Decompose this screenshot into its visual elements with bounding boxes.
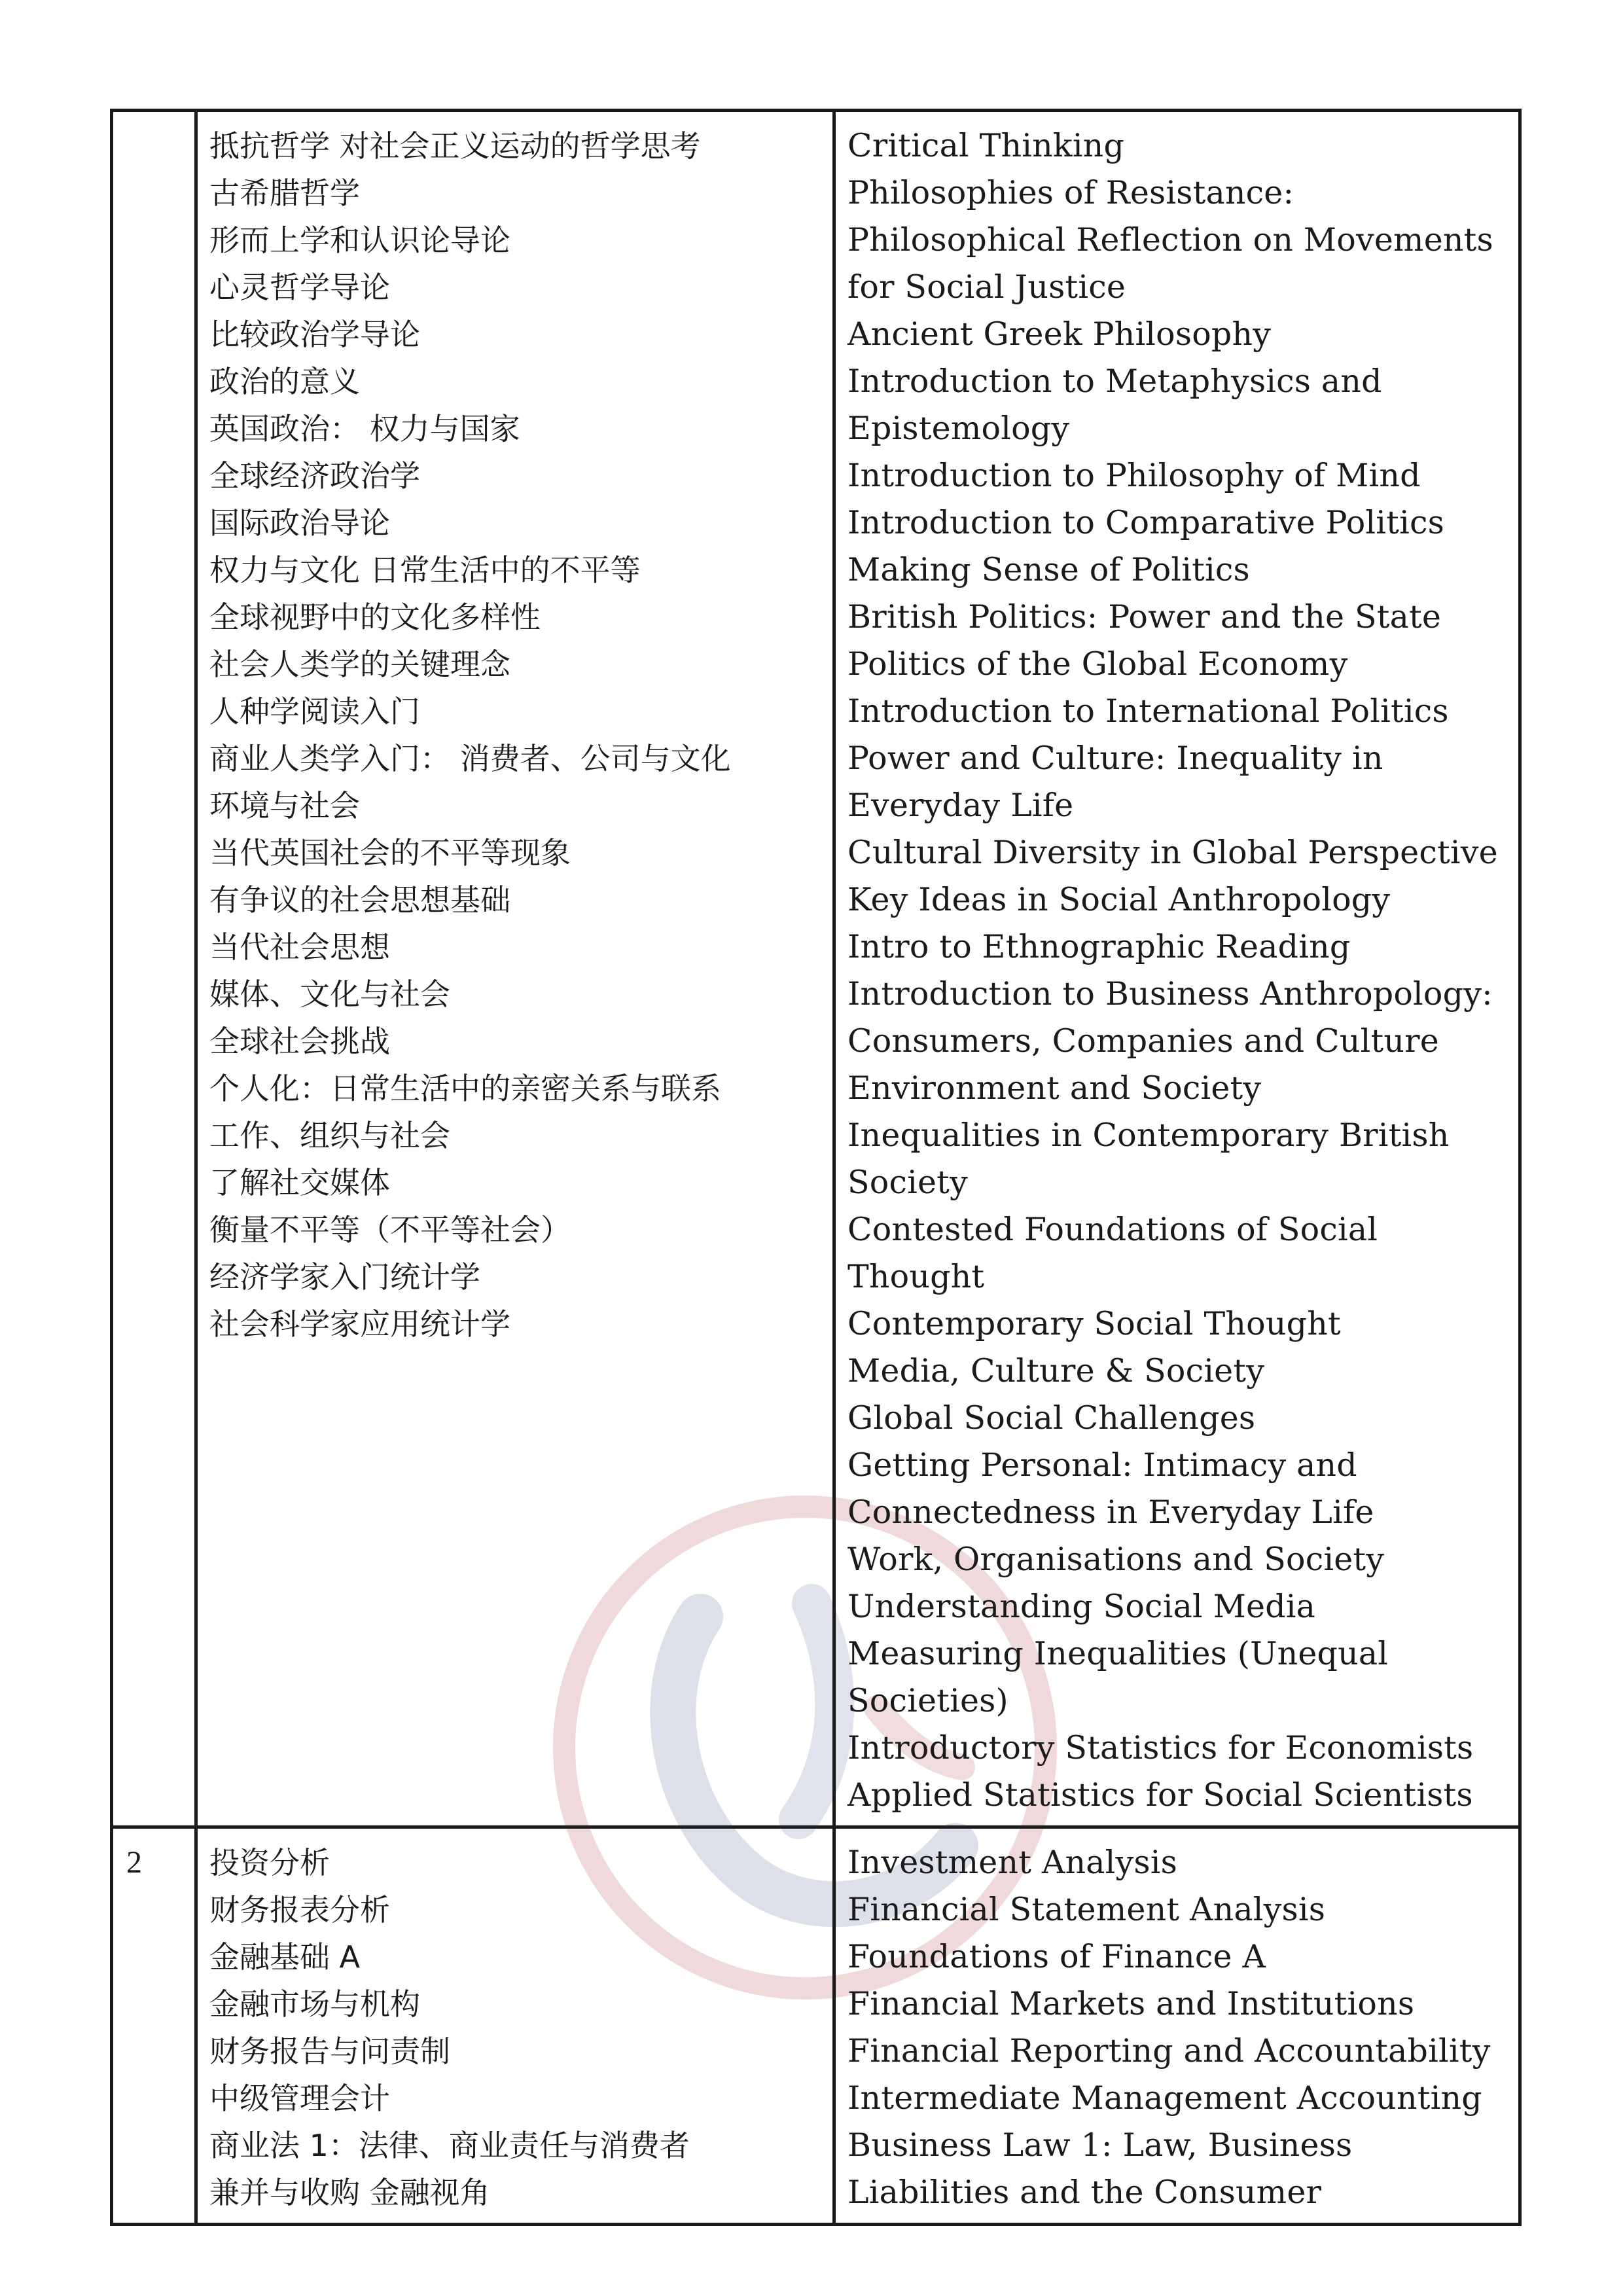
course-name-english: Applied Statistics for Social Scientists (847, 1776, 1473, 1814)
course-name-chinese: 社会科学家应用统计学 (209, 1306, 510, 1342)
course-name-english: Contested Foundations of Social Thought (847, 1211, 1378, 1295)
course-name-chinese: 英国政治： 权力与国家 (209, 411, 520, 446)
course-name-chinese: 工作、组织与社会 (209, 1118, 450, 1153)
course-name-chinese: 经济学家入门统计学 (209, 1259, 480, 1295)
course-name-chinese: 投资分析 (209, 1845, 330, 1880)
course-name-chinese: 衡量不平等（不平等社会） (209, 1212, 571, 1247)
course-name-chinese: 金融市场与机构 (209, 1986, 420, 2022)
course-name-english: Understanding Social Media (847, 1588, 1316, 1625)
course-name-english: Contemporary Social Thought (847, 1305, 1341, 1342)
english-course-list (834, 1827, 1520, 2225)
course-name-chinese: 权力与文化 日常生活中的不平等 (209, 552, 641, 588)
row-number: 2 (126, 1845, 142, 1880)
course-name-english: Key Ideas in Social Anthropology (847, 881, 1391, 918)
course-name-chinese: 全球视野中的文化多样性 (209, 600, 541, 635)
course-name-chinese: 兼并与收购 金融视角 (209, 2175, 490, 2210)
course-name-english: Getting Personal: Intimacy and Connectedness in Everyday Life (847, 1446, 1374, 1531)
course-name-english: Making Sense of Politics (847, 551, 1250, 588)
course-name-english: Intro to Ethnographic Reading (847, 928, 1351, 965)
table-row (112, 111, 1520, 1827)
course-name-english: Power and Culture: Inequality in Everyday Life (847, 740, 1383, 824)
course-name-english: Media, Culture & Society (847, 1352, 1265, 1390)
table-row (112, 1827, 1520, 2225)
course-name-chinese: 媒体、文化与社会 (209, 977, 450, 1012)
course-name-english: Environment and Society (847, 1069, 1262, 1107)
row-number-cell (112, 1827, 196, 2225)
course-name-chinese: 人种学阅读入门 (209, 694, 420, 729)
chinese-course-list (196, 111, 834, 1827)
course-name-english: Introduction to Comparative Politics (847, 504, 1444, 541)
course-name-chinese: 商业人类学入门： 消费者、公司与文化 (209, 741, 731, 776)
course-name-english: Introduction to International Politics (847, 692, 1449, 730)
course-name-english: Foundations of Finance A (847, 1938, 1266, 1975)
chinese-course-list (196, 1827, 834, 2225)
course-name-chinese: 个人化：日常生活中的亲密关系与联系 (209, 1071, 721, 1106)
course-name-english: Work, Organisations and Society (847, 1541, 1385, 1578)
course-name-chinese: 形而上学和认识论导论 (209, 223, 510, 258)
course-name-english: Financial Reporting and Accountability (847, 2032, 1491, 2070)
course-name-chinese: 有争议的社会思想基础 (209, 882, 510, 918)
course-name-english: Introduction to Metaphysics and Epistemology (847, 363, 1382, 447)
course-name-chinese: 财务报表分析 (209, 1892, 390, 1928)
course-name-english: Politics of the Global Economy (847, 645, 1348, 683)
course-name-chinese: 环境与社会 (209, 788, 360, 823)
course-name-english: Measuring Inequalities (Unequal Societies) (847, 1635, 1389, 1719)
course-name-english: British Politics: Power and the State (847, 598, 1442, 636)
course-name-english: Global Social Challenges (847, 1399, 1256, 1437)
course-name-chinese: 全球社会挑战 (209, 1024, 390, 1059)
course-name-chinese: 全球经济政治学 (209, 458, 420, 493)
course-name-chinese: 财务报告与问责制 (209, 2034, 450, 2069)
course-name-chinese: 社会人类学的关键理念 (209, 647, 510, 682)
course-name-chinese: 商业法 1：法律、商业责任与消费者 (209, 2128, 690, 2163)
course-name-english: Cultural Diversity in Global Perspective (847, 834, 1498, 871)
course-name-english: Financial Statement Analysis (847, 1891, 1326, 1928)
course-name-chinese: 心灵哲学导论 (209, 270, 390, 305)
row-number-cell (112, 111, 196, 1827)
course-name-english: Ancient Greek Philosophy (847, 315, 1272, 353)
course-name-english: Investment Analysis (847, 1844, 1177, 1881)
course-name-chinese: 金融基础 A (209, 1939, 361, 1975)
course-table (110, 109, 1522, 2226)
course-name-chinese: 古希腊哲学 (209, 175, 360, 211)
course-name-chinese: 抵抗哲学 对社会正义运动的哲学思考 (209, 128, 701, 164)
course-name-english: Critical Thinking (847, 127, 1125, 164)
english-course-list (834, 111, 1520, 1827)
course-name-chinese: 中级管理会计 (209, 2081, 390, 2116)
course-name-english: Introductory Statistics for Economists (847, 1729, 1474, 1767)
course-name-english: Philosophies of Resistance: Philosophical Reflection on Movements for Social Justice (847, 174, 1493, 306)
course-name-chinese: 政治的意义 (209, 364, 360, 399)
course-name-chinese: 国际政治导论 (209, 505, 390, 541)
course-name-english: Introduction to Philosophy of Mind (847, 457, 1421, 494)
course-name-chinese: 比较政治学导论 (209, 317, 420, 352)
course-name-english: Financial Markets and Institutions (847, 1985, 1415, 2022)
course-name-english: Intermediate Management Accounting (847, 2079, 1482, 2117)
course-name-english: Business Law 1: Law, Business Liabilities and the Consumer (847, 2126, 1353, 2211)
course-name-english: Inequalities in Contemporary British Society (847, 1117, 1450, 1201)
course-name-chinese: 当代英国社会的不平等现象 (209, 835, 571, 870)
course-name-chinese: 当代社会思想 (209, 929, 390, 965)
course-name-chinese: 了解社交媒体 (209, 1165, 390, 1200)
course-name-english: Introduction to Business Anthropology: Consumers, Companies and Culture (847, 975, 1493, 1060)
